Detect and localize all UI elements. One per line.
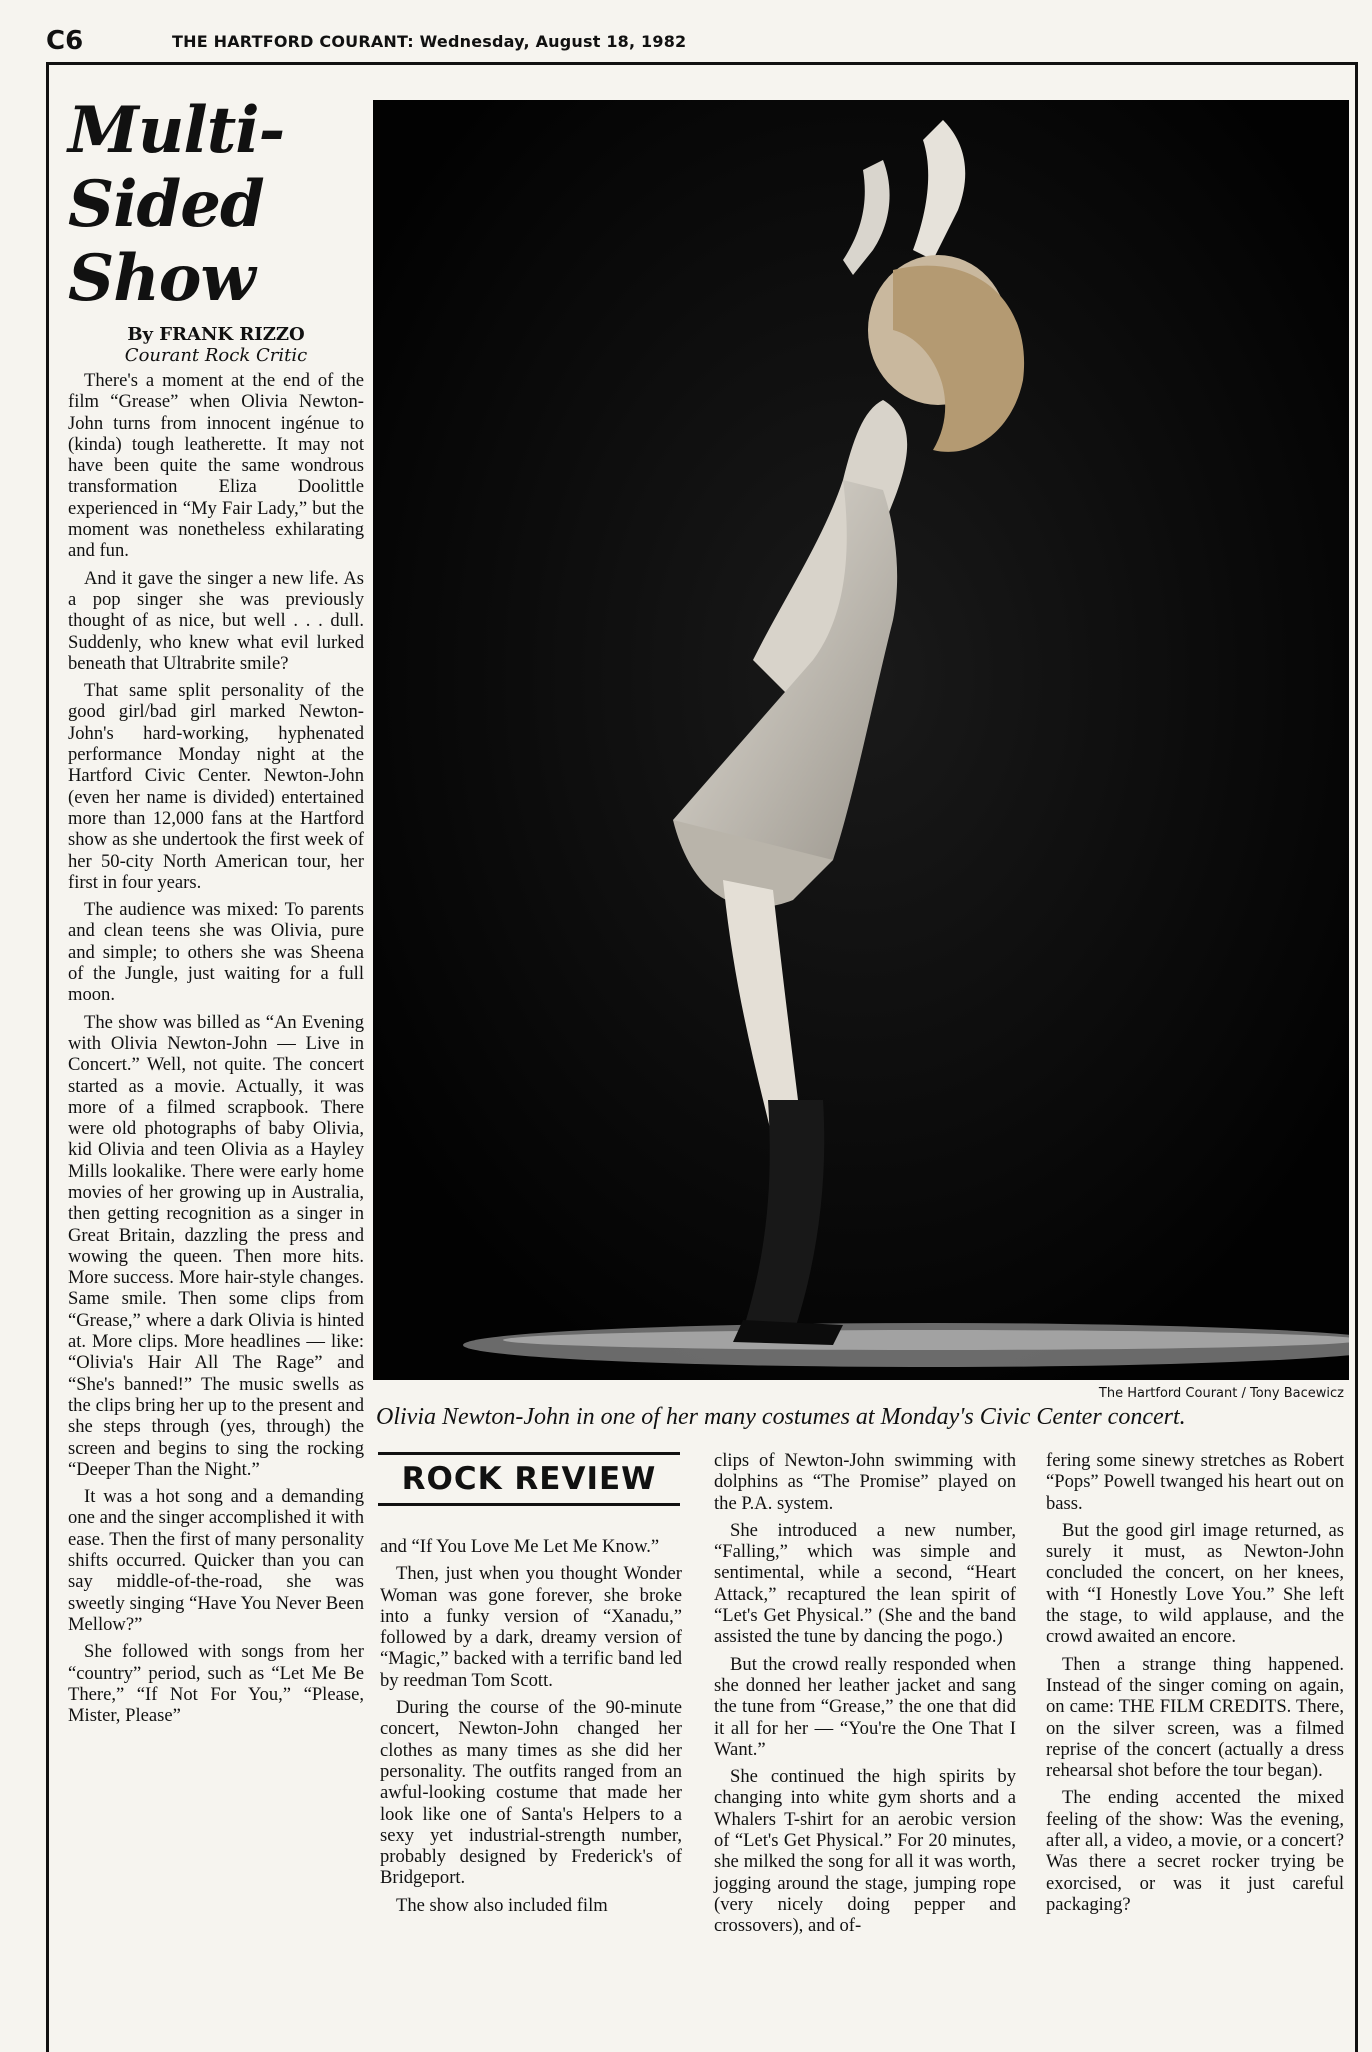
paragraph: It was a hot song and a demanding one and the singer accomplished it with ease. Then the first of many personality shifts occurred. Quicker than you can say middle-of-the-road, she was sweetly singing “Have You Never Been Mellow?” — [68, 1486, 364, 1635]
paragraph: The ending accented the mixed feeling of the show: Was the evening, after all, a video, a movie, or a concert? Was there a secret rocker trying be exorcised, or was it just careful packaging? — [1046, 1787, 1344, 1915]
photo-credit: The Hartford Courant / Tony Bacewicz — [1098, 1386, 1344, 1401]
rock-review-box — [378, 1452, 680, 1506]
paragraph: The audience was mixed: To parents and clean teens she was Olivia, pure and simple; to others she was Sheena of the Jungle, just waiting for a full moon. — [68, 899, 364, 1006]
paragraph: She introduced a new number, “Falling,” which was simple and sentimental, while a second, “Heart Attack,” recaptured the lean spirit of “Let's Get Physical.” (She and the band assisted the tune by dancing the pogo.) — [714, 1519, 1016, 1648]
headline — [68, 94, 364, 316]
paragraph: She continued the high spirits by changing into white gym shorts and a Whalers T-shirt for an aerobic version of “Let's Get Physical.” For 20 minutes, she milked the song for all it was worth, jogging around the stage, jumping rope (very nicely doing pepper and crossovers), and of- — [714, 1766, 1016, 1937]
newspaper-dateline: THE HARTFORD COURANT: Wednesday, August 18, 1982 — [172, 32, 687, 51]
photo-caption: Olivia Newton-John in one of her many costumes at Monday's Civic Center concert. — [376, 1404, 1186, 1430]
paragraph: During the course of the 90-minute concert, Newton-John changed her clothes as many times as she did her personality. The outfits ranged from an awful-looking costume that made her look like one of Santa's Helpers to a sexy yet industrial-strength number, probably designed by Frederick's of Bridgeport. — [380, 1697, 682, 1889]
masthead — [36, 26, 1346, 60]
paragraph: clips of Newton-John swimming with dolphins as “The Promise” played on the P.A. system. — [714, 1450, 1016, 1514]
left-column — [68, 94, 364, 1732]
rock-review-label: ROCK REVIEW — [401, 1461, 657, 1497]
headline-line: Multi- — [68, 93, 285, 168]
paragraph: The show also included film — [396, 1894, 608, 1916]
performer-silhouette-icon — [373, 100, 1349, 1380]
headline-line: Sided — [68, 167, 264, 242]
headline-line: Show — [68, 241, 255, 316]
paragraph: And it gave the singer a new life. As a pop singer she was previously thought of as nice, but well . . . dull. Suddenly, who knew what evil lurked beneath that Ultrabrite smile? — [68, 567, 364, 674]
paragraph: Then a strange thing happened. Instead of the singer coming on again, on came: THE FILM CREDITS. There, on the silver screen, was a filmed reprise of the concert (actually a dress rehearsal shot before the tour began). — [1046, 1653, 1344, 1782]
byline-title: Courant Rock Critic — [124, 345, 308, 366]
concert-photo — [373, 100, 1349, 1380]
paragraph: Then, just when you thought Wonder Woman was gone forever, she broke into a funky version of “Xanadu,” followed by a dark, dreamy version of “Magic,” backed with a terrific band led by reedman Tom Scott. — [380, 1563, 682, 1691]
paragraph: That same split personality of the good girl/bad girl marked Newton-John's hard-working, hyphenated performance Monday night at the Hartford Civic Center. Newton-John (even her name is divided) entertained more than 12,000 fans at the Hartford show as she undertook the first week of her 50-city North American tour, her first in four years. — [68, 680, 364, 893]
article-column-c — [1046, 1450, 1344, 1921]
paragraph: There's a moment at the end of the film “Grease” when Olivia Newton-John turns from innocent ingénue to (kinda) tough leatherette. It may not have been quite the same wondrous transformation Eliza Doolittle experienced in “My Fair Lady,” but the moment was nonetheless exhilarating and fun. — [68, 370, 364, 562]
byline: By FRANK RIZZO — [127, 324, 305, 345]
paragraph: But the good girl image returned, as surely it must, as Newton-John concluded the concert, on her knees, with “I Honestly Love You.” She left the stage, to wild applause, and the crowd awaited an encore. — [1046, 1519, 1344, 1648]
paragraph: She followed with songs from her “country” period, such as “Let Me Be There,” “If Not For You,” “Please, Mister, Please” — [68, 1641, 364, 1727]
paragraph: The show was billed as “An Evening with Olivia Newton-John — Live in Concert.” Well, not quite. The concert started as a movie. Actually, it was more of a filmed scrapbook. There were old photographs of baby Olivia, kid Olivia and teen Olivia as a Hayley Mills lookalike. There were early home movies of her growing up in Australia, then getting recognition as a singer in Great Britain, dazzling the press and wowing the queen. Then more hits. More success. More hair-style changes. Same smile. Then some clips from “Grease,” where a dark Olivia is hinted at. More clips. More headlines — like: “Olivia's Hair All The Rage” and “She's banned!” The music swells as the clips bring her up to the present and she steps through (yes, through) the screen and begins to sing the rocking “Deeper Than the Night.” — [68, 1011, 364, 1480]
article-body-left — [68, 370, 364, 1726]
paragraph: fering some sinewy stretches as Robert “Pops” Powell twanged his heart out on bass. — [1046, 1450, 1344, 1514]
page-number: C6 — [46, 26, 84, 56]
article-column-b — [714, 1450, 1016, 1943]
paragraph: and “If You Love Me Let Me Know.” — [380, 1536, 660, 1557]
paragraph: But the crowd really responded when she donned her leather jacket and sang the tune from “Grease,” the one that did it all for her — “You're the One That I Want.” — [714, 1653, 1016, 1760]
article-column-a — [380, 1536, 682, 1922]
